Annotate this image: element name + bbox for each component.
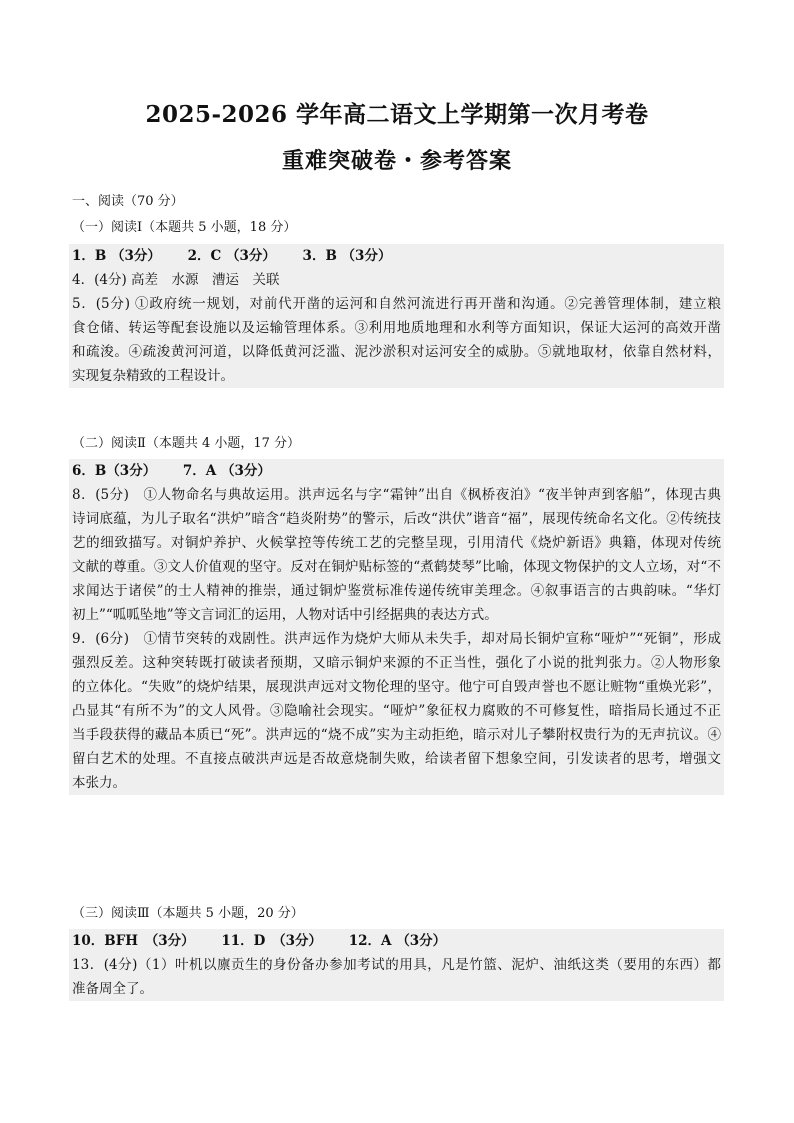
answer-q9-line: 的立体化。“失败”的烧炉结果，展现洪声远对文物伦理的坚守。他宁可自毁声誉也不愿让赃物“重焕光彩”， [72,679,721,695]
answer-q9-line: 凸显其“有所不为”的文人风骨。③隐喻社会现实。“哑炉”象征权力腐败的不可修复性，暗指局长通过不正 [72,703,721,719]
answer-q11: 11．D （3分） [221,933,323,949]
answer-q2: 2．C （3分） [187,248,276,264]
part3-heading: （三）阅读Ⅲ（本题共 5 小题，20 分） [72,906,304,921]
answer-q5-line: 和疏浚。④疏浚黄河河道，以降低黄河泛滥、泥沙淤积对运河安全的威胁。⑤就地取材，依靠自然材料， [72,344,721,360]
answer-q3: 3．B （3分） [302,248,392,264]
answer-row-1-3 [72,244,721,268]
answer-q8-line: 初上”“呱呱坠地”等文言词汇的运用，人物对话中引经据典的表达方式。 [72,607,498,623]
answer-q9-line: 强烈反差。这种突转既打破读者预期，又暗示铜炉来源的不正当性，强化了小说的批判张力。②人物形象 [72,655,721,671]
answer-q9-line: 本张力。 [72,775,126,791]
answer-q4: 4．(4分) 高差 水源 漕运 关联 [72,272,280,288]
answer-q1: 1．B （3分） [72,248,161,264]
answer-row-10-12 [72,929,721,953]
answer-q10: 10．BFH （3分） [72,933,195,949]
answer-q9-line: 9．(6分) ①情节突转的戏剧性。洪声远作为烧炉大师从未失手，却对局长铜炉宣称“哑炉”“死铜”，形成 [72,631,721,647]
page-title: 2025-2026 学年高二语文上学期第一次月考卷 [145,101,649,128]
answer-q8-line: 求闻达于诸侯”的士人精神的推崇，通过铜炉鉴赏标准传递传统审美理念。④叙事语言的古典韵味。“华灯 [72,583,721,599]
answer-q7: 7．A （3分） [182,463,271,479]
answer-q5-line: 5．(5分) ①政府统一规划，对前代开凿的运河和自然河流进行再开凿和沟通。②完善管理体制，建立粮 [72,296,721,312]
answer-q13-line: 准备周全了。 [72,981,153,997]
page-subtitle: 重难突破卷・参考答案 [281,148,512,174]
answer-q5-line: 食仓储、转运等配套设施以及运输管理体系。③利用地质地理和水利等方面知识，保证大运河的高效开凿 [72,320,721,336]
part2-answers [69,459,724,795]
part1-answers [69,244,724,388]
answer-q9-line: 留白艺术的处理。不直接点破洪声远是否故意烧制失败，给读者留下想象空间，引发读者的思考，增强文 [72,751,721,767]
answer-q5-line: 实现复杂精致的工程设计。 [72,368,234,384]
answer-q13-line: 13．(4分)（1）叶机以廪贡生的身份备办参加考试的用具，凡是竹篮、泥炉、油纸这类（要用的东西）都 [72,957,721,973]
part1-heading: （一）阅读Ⅰ（本题共 5 小题，18 分） [72,220,297,235]
part2-heading: （二）阅读Ⅱ（本题共 4 小题，17 分） [72,436,301,451]
answer-row-6-7 [72,459,721,483]
answer-q9-line: 当手段获得的藏品本质已“死”。洪声远的“烧不成”实为主动拒绝，暗示对儿子攀附权贵行为的无声抗议。④ [72,727,721,743]
answer-q12: 12．A （3分） [348,933,447,949]
answer-q8-line: 艺的细致描写。对铜炉养护、火候掌控等传统工艺的完整呈现，引用清代《烧炉新语》典籍，体现对传统 [72,535,721,551]
answer-q8-line: 8．(5分) ①人物命名与典故运用。洪声远名与字“霜钟”出自《枫桥夜泊》“夜半钟声到客船”，体现古典 [72,487,721,503]
answer-q8-line: 诗词底蕴，为儿子取名“洪炉”暗含“趋炎附势”的警示，后改“洪伏”谐音“福”，展现传统命名文化。②传统技 [72,511,721,527]
answer-q6: 6．B（3分） [72,463,157,479]
answer-q8-line: 文献的尊重。③文人价值观的坚守。反对在铜炉贴标签的“煮鹤焚琴”比喻，体现文物保护的文人立场，对“不 [72,559,721,575]
section-reading-heading: 一、阅读（70 分） [72,194,184,209]
part3-answers [69,929,724,1001]
